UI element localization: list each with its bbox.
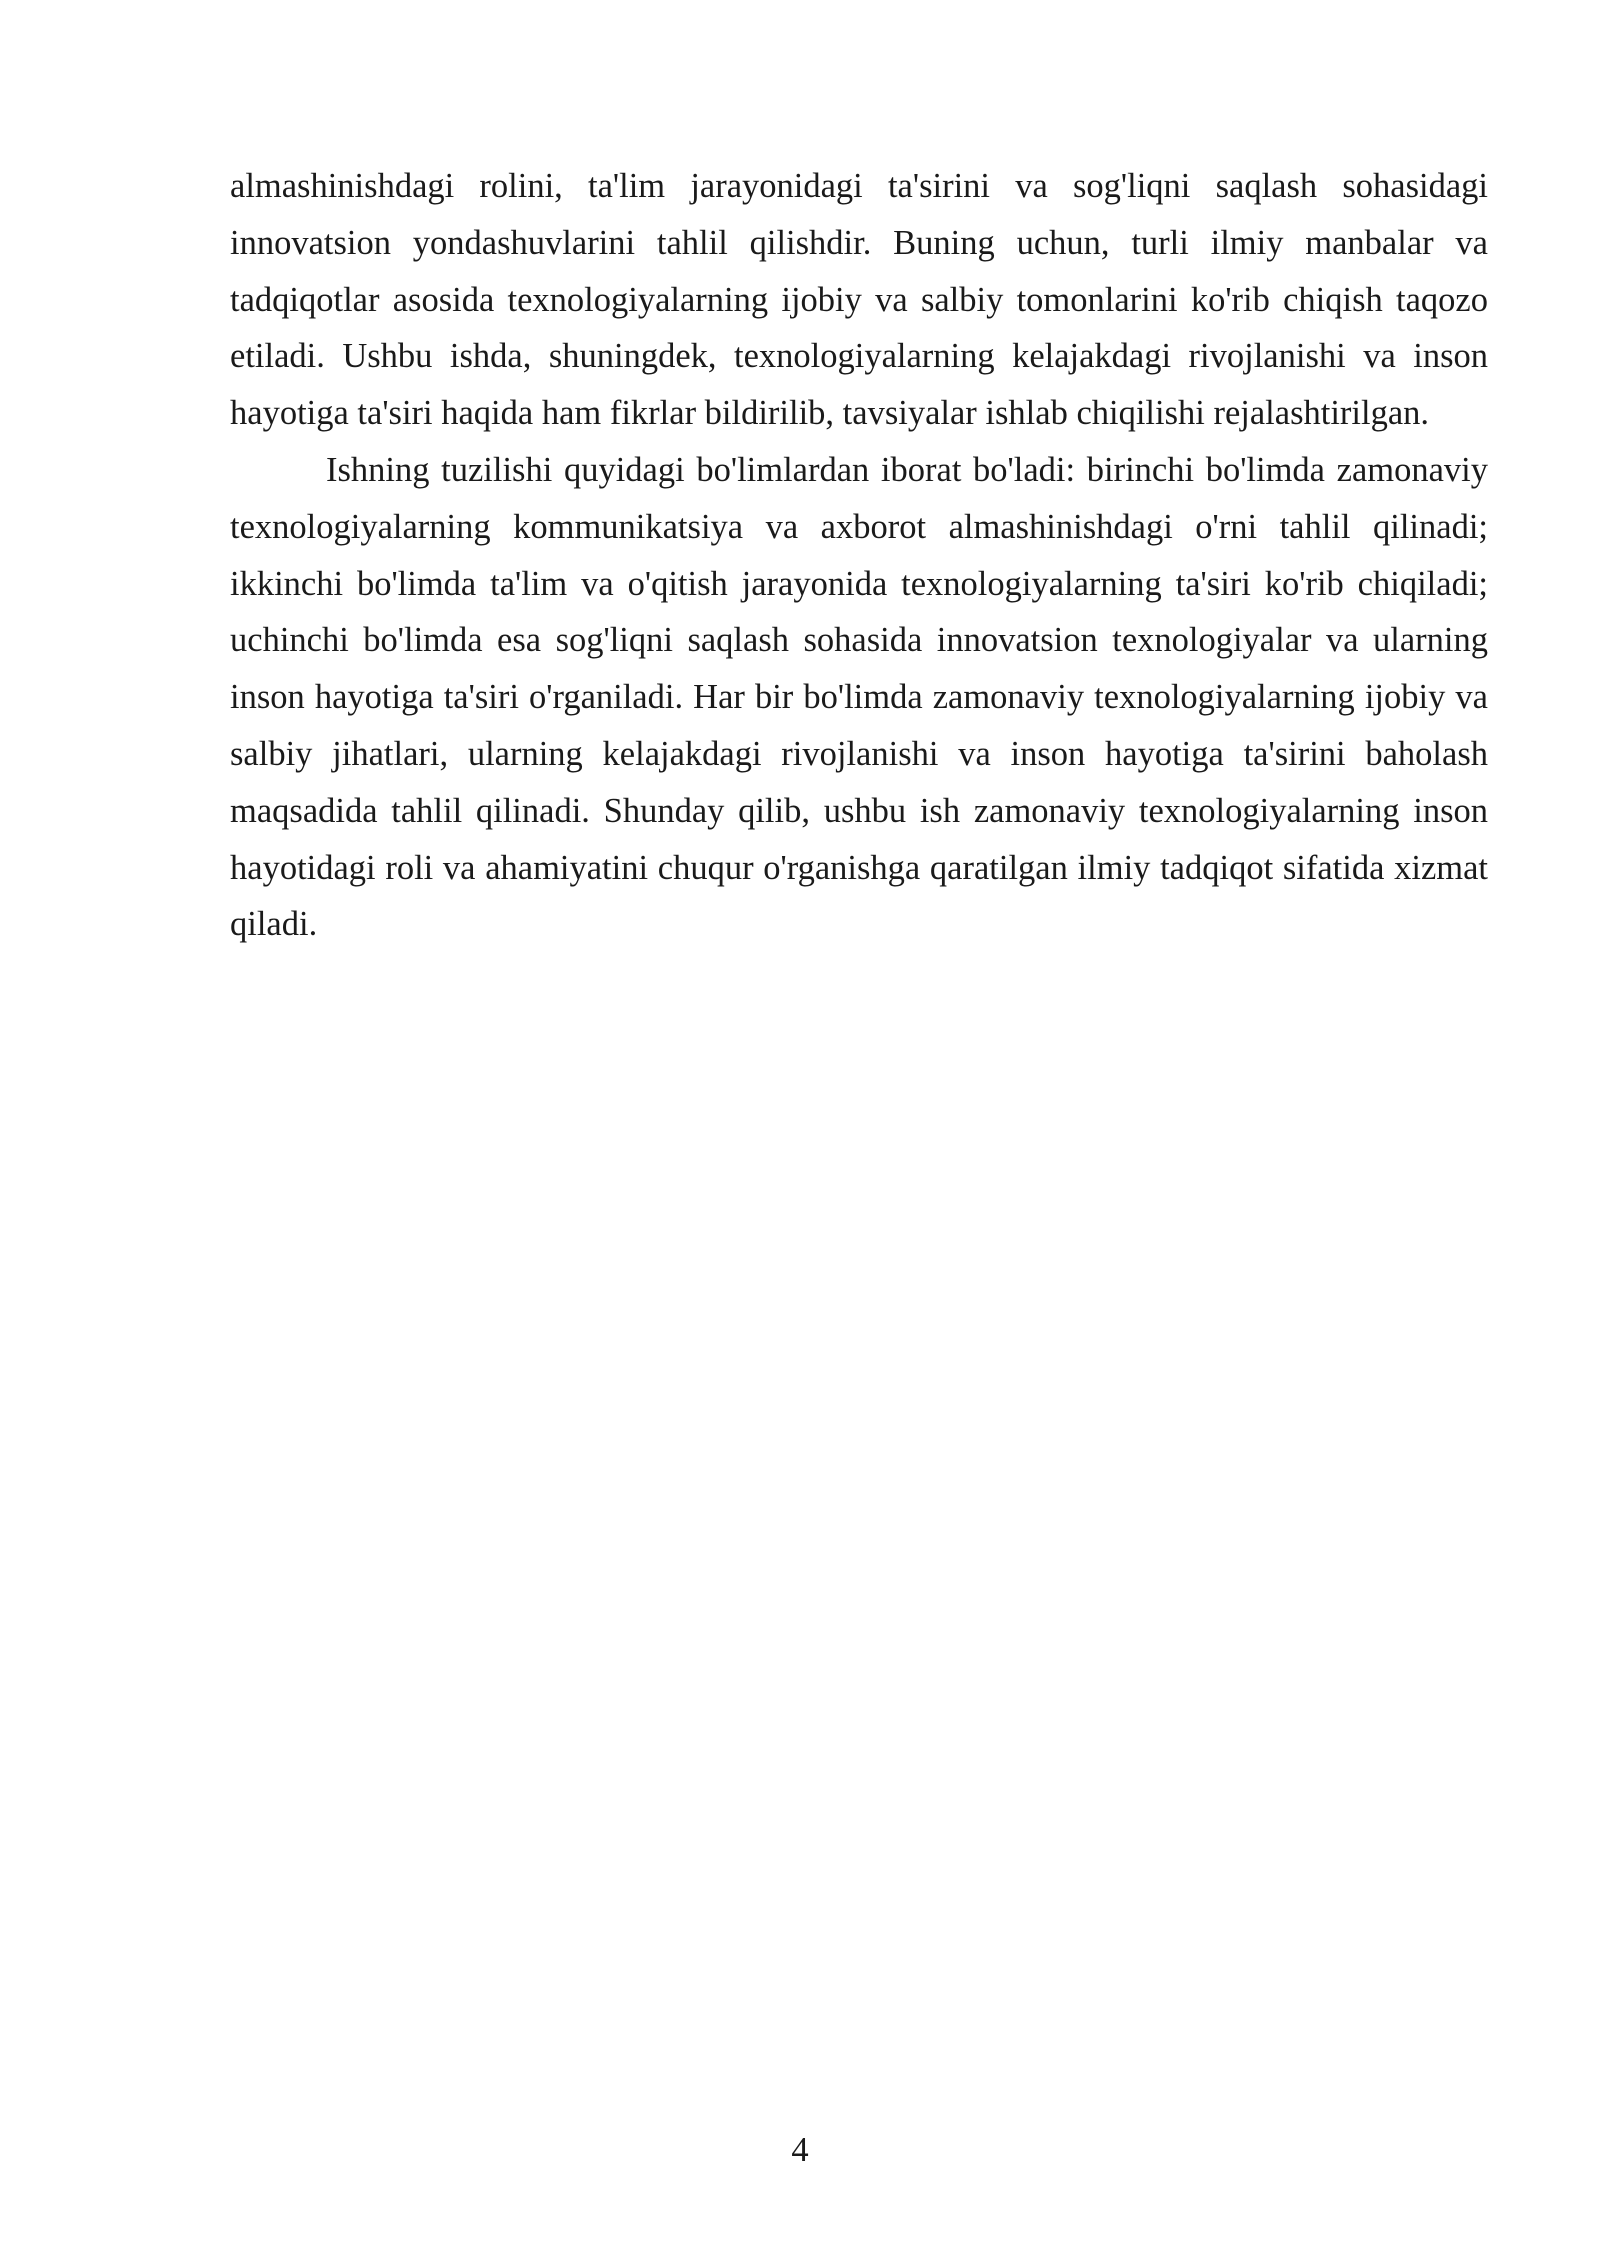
body-text <box>230 158 1488 953</box>
paragraph-structure: Ishning tuzilishi quyidagi bo'limlardan iborat bo'ladi: birinchi bo'limda zamonaviy texnologiyalarning kommunikatsiya va axborot almashinishdagi o'rni tahlil qilinadi; ikkinchi bo'limda ta'lim va o'qitish jarayonida texnologiyalarning ta'siri ko'rib chiqiladi; uchinchi bo'limda esa sog'liqni saqlash sohasida innovatsion texnologiyalar va ularning inson hayotiga ta'siri o'rganiladi. Har bir bo'limda zamonaviy texnologiyalarning ijobiy va salbiy jihatlari, ularning kelajakdagi rivojlanishi va inson hayotiga ta'sirini baholash maqsadida tahlil qilinadi. Shunday qilib, ushbu ish zamonaviy texnologiyalarning inson hayotidagi roli va ahamiyatini chuqur o'rganishga qaratilgan ilmiy tadqiqot sifatida xizmat qiladi. <box>230 450 1488 944</box>
page-number: 4 <box>791 2131 809 2169</box>
paragraph-continuation: almashinishdagi rolini, ta'lim jarayonidagi ta'sirini va sog'liqni saqlash sohasidagi innovatsion yondashuvlarini tahlil qilishdir. Buning uchun, turli ilmiy manbalar va tadqiqotlar asosida texnologiyalarning ijobiy va salbiy tomonlarini ko'rib chiqish taqozo etiladi. Ushbu ishda, shuningdek, texnologiyalarning kelajakdagi rivojlanishi va inson hayotiga ta'siri haqida ham fikrlar bildirilib, tavsiyalar ishlab chiqilishi rejalashtirilgan. <box>230 167 1488 433</box>
